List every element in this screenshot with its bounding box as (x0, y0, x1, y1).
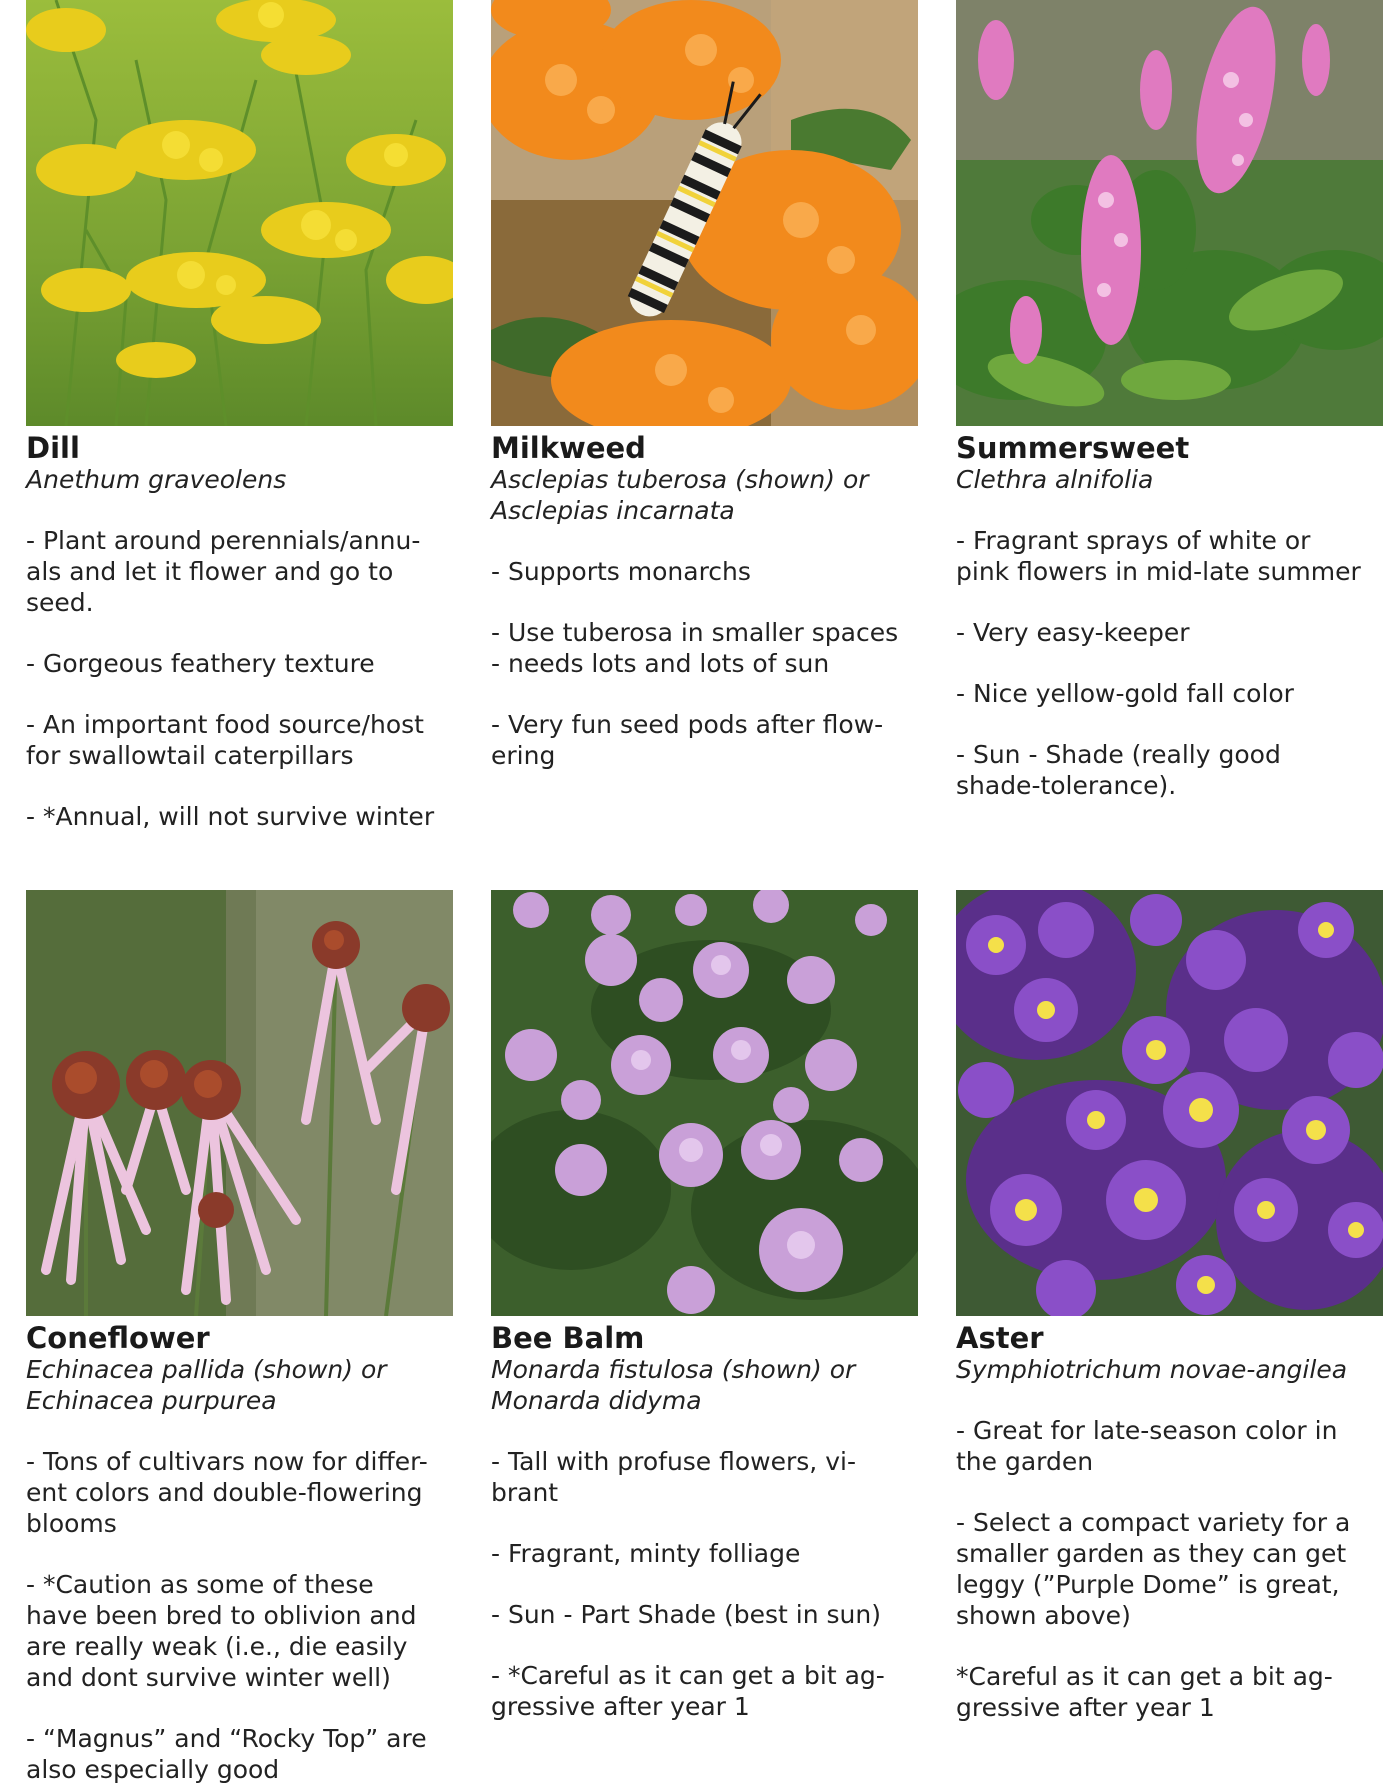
plant-card-milkweed (491, 0, 921, 771)
note-item: - Very easy-keeper (956, 618, 1190, 647)
plant-name: Aster (956, 1321, 1044, 1355)
note-item: - Great for late-season color in the garden (956, 1416, 1338, 1476)
plant-card-coneflower (26, 890, 456, 1785)
plant-notes (956, 525, 1386, 801)
summersweet-photo (956, 0, 1383, 426)
plant-notes (491, 1446, 921, 1722)
note-item: - Fragrant sprays of white or pink flowers in mid-late summer (956, 526, 1361, 586)
plant-notes (491, 556, 921, 771)
note-item: - Very fun seed pods after flow- ering (491, 710, 884, 770)
note-item: - An important food source/host for swallowtail caterpillars (26, 710, 424, 770)
plant-name: Milkweed (491, 431, 646, 465)
note-item: - Supports monarchs (491, 557, 751, 586)
plant-name: Dill (26, 431, 80, 465)
plant-latin-name: Echinacea pallida (shown) or Echinacea purpurea (26, 1355, 387, 1415)
note-item: - “Magnus” and “Rocky Top” are also especially good (26, 1724, 427, 1784)
plant-notes (26, 525, 456, 832)
note-item: *Careful as it can get a bit ag- gressive after year 1 (956, 1662, 1333, 1722)
note-item: - Tall with profuse flowers, vi- brant (491, 1447, 856, 1507)
plant-notes (26, 1446, 456, 1785)
plant-latin-name: Clethra alnifolia (956, 465, 1154, 494)
note-item: - Select a compact variety for a smaller garden as they can get leggy (”Purple Dome” is great, shown above) (956, 1508, 1351, 1630)
note-item: - Plant around perennials/annu- als and let it flower and go to seed. (26, 526, 421, 617)
coneflower-photo (26, 890, 453, 1316)
aster-photo (956, 890, 1383, 1316)
note-item: - *Caution as some of these have been bred to oblivion and are really weak (i.e., die easily and dont survive winter well) (26, 1570, 417, 1692)
note-item: - *Careful as it can get a bit ag- gressive after year 1 (491, 1661, 885, 1721)
note-item: - Use tuberosa in smaller spaces - needs lots and lots of sun (491, 618, 899, 678)
plant-latin-name: Monarda fistulosa (shown) or Monarda didyma (491, 1355, 856, 1415)
plant-name: Bee Balm (491, 1321, 645, 1355)
milkweed-photo (491, 0, 918, 426)
dill-photo (26, 0, 453, 426)
note-item: - Gorgeous feathery texture (26, 649, 375, 678)
note-item: - Sun - Shade (really good shade-tolerance). (956, 740, 1281, 800)
plant-card-dill (26, 0, 456, 832)
bee-balm-photo (491, 890, 918, 1316)
plant-name: Summersweet (956, 431, 1190, 465)
note-item: - Sun - Part Shade (best in sun) (491, 1600, 881, 1629)
note-item: - Fragrant, minty folliage (491, 1539, 801, 1568)
note-item: - Tons of cultivars now for differ- ent colors and double-flowering blooms (26, 1447, 428, 1538)
note-item: - Nice yellow-gold fall color (956, 679, 1294, 708)
plant-latin-name: Anethum graveolens (26, 465, 287, 494)
plant-card-aster (956, 890, 1386, 1723)
plant-card-summersweet (956, 0, 1386, 801)
plant-name: Coneflower (26, 1321, 210, 1355)
plant-card-bee-balm (491, 890, 921, 1722)
plant-latin-name: Asclepias tuberosa (shown) or Asclepias incarnata (491, 465, 869, 525)
plant-notes (956, 1415, 1386, 1723)
note-item: - *Annual, will not survive winter (26, 802, 435, 831)
plant-latin-name: Symphiotrichum novae-angilea (956, 1355, 1348, 1384)
